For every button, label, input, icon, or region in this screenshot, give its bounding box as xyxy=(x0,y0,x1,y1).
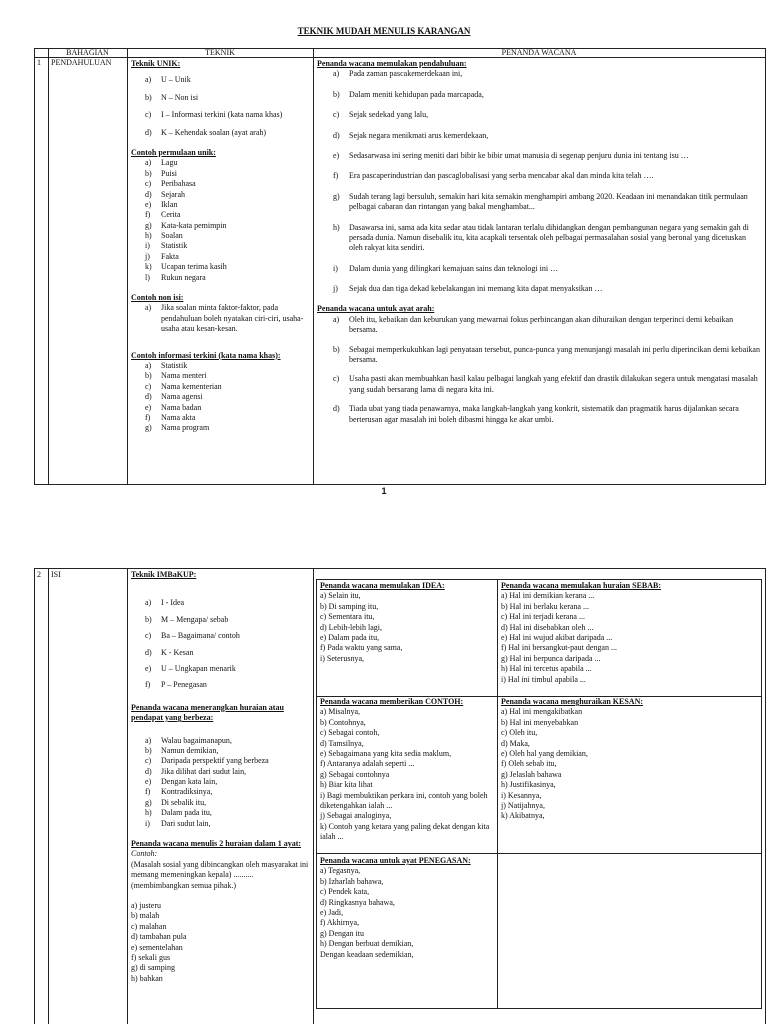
pw-arah-list xyxy=(333,315,761,425)
list-item: b) Puisi xyxy=(145,168,178,178)
permulaan-heading: Contoh permulaan unik: xyxy=(131,147,216,157)
list-item: c) Nama kementerian xyxy=(145,381,222,391)
table1-line xyxy=(313,48,314,485)
list-item: a) Pada zaman pascakemerdekaan ini, xyxy=(333,69,463,79)
berbeza-heading: Penanda wacana menerangkan huraian atau pendapat yang berbeza: xyxy=(131,702,284,723)
list-item: i) Hal ini timbul apabila ... xyxy=(501,674,586,684)
list-item: e) sementelahan xyxy=(131,942,183,952)
kesan-heading: Penanda wacana menghuraikan KESAN: xyxy=(501,697,644,706)
list-item: d) Tamsilnya, xyxy=(320,738,364,748)
list-item: j) Natijahnya, xyxy=(501,800,545,810)
list-item: k) Ucapan terima kasih xyxy=(145,262,227,272)
list-item: j) Fakta xyxy=(145,251,179,261)
contoh-heading: Penanda wacana memberikan CONTOH: xyxy=(320,697,464,706)
contoh-box xyxy=(320,697,494,842)
list-item: f) Akhirnya, xyxy=(320,918,360,928)
list-item: d) Sejarah xyxy=(145,189,185,199)
list-item: b) Contohnya, xyxy=(320,717,366,727)
list-item: b) Hal ini menyebabkan xyxy=(501,717,579,727)
list-item: d) Maka, xyxy=(501,738,530,748)
dua-example: (Masalah sosial yang dibincangkan oleh masyarakat ini memang memeningkan kepala) .......... (membimbangkan semua pihak.) xyxy=(131,859,309,890)
list-item: h) Biar kita lihat xyxy=(320,780,373,790)
dua-contoh: Contoh: xyxy=(131,849,158,859)
list-item: f) Antaranya adalah seperti ... xyxy=(320,759,415,769)
list-item: e) Dengan kata lain, xyxy=(145,777,218,787)
table2-line xyxy=(765,568,766,1024)
list-item: l) Rukun negara xyxy=(145,272,206,282)
box-line xyxy=(497,579,498,1009)
list-item: b) Nama menteri xyxy=(145,371,207,381)
list-item: c) Sementara itu, xyxy=(320,612,375,622)
penegasan-heading: Penanda wacana untuk ayat PENEGASAN: xyxy=(320,856,471,865)
list-item: f) Oleh sebab itu, xyxy=(501,759,557,769)
list-item: c) malahan xyxy=(131,921,167,931)
imbakup-heading: Teknik IMBaKUP: xyxy=(131,570,197,579)
list-item: b) Hal ini berlaku kerana ... xyxy=(501,601,589,611)
header-penanda-wacana: PENANDA WACANA xyxy=(501,48,577,57)
document-title: TEKNIK MUDAH MENULIS KARANGAN xyxy=(297,26,471,36)
list-item: j) Sejak dua dan tiga dekad kebelakangan ini memang kita dapat menyaksikan … xyxy=(333,284,603,294)
list-item: i) Bagi membuktikan perkara ini, contoh yang boleh diketengahkan ialah ... xyxy=(320,790,488,810)
list-item: c) Peribahasa xyxy=(145,179,196,189)
table2-line xyxy=(313,568,314,1024)
permulaan-list xyxy=(145,158,309,283)
nonisi-heading: Contoh non isi: xyxy=(131,293,184,303)
list-item: d) K – Kehendak soalan (ayat arah) xyxy=(145,127,267,137)
row-number: 1 xyxy=(37,58,41,67)
list-item: g) Hal ini berpunca daripada ... xyxy=(501,653,601,663)
list-item: b) Namun demikian, xyxy=(145,745,219,755)
list-item: f) Era pascaperindustrian dan pascaglobalisasi yang serba mencabar akal dan minda kita telah …. xyxy=(333,171,654,181)
header-teknik: TEKNIK xyxy=(205,48,235,57)
sebab-box xyxy=(501,581,757,685)
berbeza-list xyxy=(145,736,309,830)
table1-bottom-border xyxy=(34,484,765,485)
list-item: b) malah xyxy=(131,911,160,921)
list-item: f) Pada waktu yang sama, xyxy=(320,643,403,653)
list-item: a) justeru xyxy=(131,900,161,910)
row-number-2: 2 xyxy=(37,570,41,579)
list-item: b) Sebagai memperkukuhkan lagi penyataan tersebut, punca-punca yang menunjangi masalah ini perlu diperincikan demi kebaikan bersama. xyxy=(333,344,760,365)
teknik-column xyxy=(131,59,309,434)
list-item: c) Pendek kata, xyxy=(320,887,370,897)
list-item: a) Lagu xyxy=(145,158,178,168)
list-item: c) I – Informasi terkini (kata nama khas) xyxy=(145,110,283,120)
page-number: 1 xyxy=(381,486,387,496)
info-list xyxy=(145,361,309,434)
list-item: a) I - Idea xyxy=(145,598,185,608)
list-item: f) Hal ini bersangkut-paut dengan ... xyxy=(501,643,617,653)
list-item: d) Lebih-lebih lagi, xyxy=(320,622,382,632)
list-item: i) Kesannya, xyxy=(501,790,542,800)
list-item: e) Iklan xyxy=(145,199,178,209)
list-item: g) Nama program xyxy=(145,423,210,433)
box-line xyxy=(316,579,761,580)
table2-line xyxy=(127,568,128,1024)
list-item: i) Dari sudut lain, xyxy=(145,818,211,828)
list-item: h) Justifikasinya, xyxy=(501,780,556,790)
table1-line xyxy=(127,48,128,485)
list-item: h) Hal ini tercetus apabila ... xyxy=(501,664,592,674)
table1-line xyxy=(48,48,49,485)
section-label: PENDAHULUAN xyxy=(51,58,112,67)
list-item: e) Hal ini wujud akibat daripada ... xyxy=(501,632,613,642)
list-item: f) Cerita xyxy=(145,210,181,220)
teknik-column-2 xyxy=(131,570,309,984)
table2-top-border xyxy=(34,568,765,569)
list-item: a) U – Unik xyxy=(145,75,191,85)
list-item: a) Statistik xyxy=(145,360,188,370)
list-item: b) Dalam meniti kehidupan pada marcapada, xyxy=(333,89,484,99)
penanda-wacana-column xyxy=(317,59,761,434)
list-item: f) Kontradiksinya, xyxy=(145,787,213,797)
list-item: f) P – Penegasan xyxy=(145,680,207,690)
list-item: c) Sebagai contoh, xyxy=(320,728,380,738)
list-item: c) Sejak sedekad yang lalu, xyxy=(333,110,429,120)
imbakup-list xyxy=(145,598,309,690)
list-item: c) Ba – Bagaimana/ contoh xyxy=(145,631,240,641)
list-item: i) Dalam dunia yang dilingkari kemajuan sains dan teknologi ini … xyxy=(333,263,559,273)
unik-heading: Teknik UNIK: xyxy=(131,59,181,68)
penegasan-list xyxy=(320,866,494,960)
list-item: b) M – Mengapa/ sebab xyxy=(145,614,229,624)
list-item: d) Nama agensi xyxy=(145,392,203,402)
list-item: b) N – Non isi xyxy=(145,92,199,102)
list-item: c) Usaha pasti akan membuahkan hasil kalau pelbagai langkah yang efektif dan drastik dilakukan segera untuk mengatasi masalah yang sudah bersarang lama di negara kita ini. xyxy=(333,374,758,394)
list-item: h) Soalan xyxy=(145,231,183,241)
list-item: c) Daripada perspektif yang berbeza xyxy=(145,756,269,766)
list-item: d) K - Kesan xyxy=(145,647,194,657)
sebab-list xyxy=(501,591,757,685)
table1-line xyxy=(765,48,766,485)
dua-heading: Penanda wacana menulis 2 huraian dalam 1 ayat: xyxy=(131,839,302,849)
list-item: a) Hal ini demikian kerana ... xyxy=(501,591,595,601)
list-item: g) Dengan itu xyxy=(320,928,364,938)
box-line xyxy=(316,853,761,854)
list-item: d) Hal ini disebabkan oleh ... xyxy=(501,622,594,632)
list-item: k) Akibatnya, xyxy=(501,811,545,821)
list-item: e) Sebagaimana yang kita sedia maklum, xyxy=(320,748,452,758)
list-item: c) Oleh itu, xyxy=(501,728,538,738)
list-item: h) Dasawarsa ini, sama ada kita sedar atau tidak lantaran terlalu dihidangkan dengan pembangunan negara yang semakin gah di persada dunia. Namun disebalik itu, kita acapkali tersentak oleh pelbagai permasalahan sosial yang beronal yang dicetuskan oleh rakyat kita sendiri. xyxy=(333,222,749,253)
section-label-2: ISI xyxy=(51,570,61,579)
unik-list xyxy=(145,75,309,138)
list-item: f) Nama akta xyxy=(145,412,196,422)
list-item: a) Hal ini mengakibatkan xyxy=(501,707,583,717)
table1-line xyxy=(34,48,35,485)
penegasan-box xyxy=(320,856,494,960)
list-item: a) Jika soalan minta faktor-faktor, pada pendahuluan boleh nyatakan ciri-ciri, usaha-usaha atau kesan-kesan. xyxy=(145,303,304,334)
list-item: a) Walau bagaimanapun, xyxy=(145,735,232,745)
list-item: h) bahkan xyxy=(131,973,163,983)
kesan-list xyxy=(501,707,757,821)
idea-box xyxy=(320,581,494,664)
table2-line xyxy=(34,568,35,1024)
list-item: e) Nama badan xyxy=(145,402,202,412)
list-item: g) di samping xyxy=(131,963,175,973)
list-item: a) Tegasnya, xyxy=(320,866,361,876)
table2-line xyxy=(48,568,49,1024)
list-item: d) tambahan pula xyxy=(131,932,187,942)
list-item: a) Oleh itu, kebaikan dan keburukan yang mewarnai fokus perbincangan akan dihuraikan dengan terperinci demi kebaikan bersama. xyxy=(333,314,734,335)
list-item: a) Misalnya, xyxy=(320,707,360,717)
list-item: d) Jika dilihat dari sudut lain, xyxy=(145,766,247,776)
box-line xyxy=(316,579,317,1009)
pw-pendahuluan-heading: Penanda wacana memulakan pendahuluan: xyxy=(317,59,467,68)
kesan-box xyxy=(501,697,757,822)
list-item: e) Jadi, xyxy=(320,907,344,917)
list-item: f) sekali gus xyxy=(131,952,171,962)
list-item: a) Selain itu, xyxy=(320,591,361,601)
info-heading: Contoh informasi terkini (kata nama khas): xyxy=(131,350,281,360)
list-item: e) Dalam pada itu, xyxy=(320,632,380,642)
list-item: g) Jelaslah bahawa xyxy=(501,769,562,779)
contoh-list xyxy=(320,707,494,842)
list-item: e) Sedasarwasa ini sering meniti dari bibir ke bibir umat manusia di segenap penjuru dunia ini tentang isu … xyxy=(333,150,689,160)
dua-list xyxy=(131,901,309,984)
list-item: k) Contoh yang ketara yang paling dekat dengan kita ialah ... xyxy=(320,821,490,842)
list-item: c) Hal ini terjadi kerana ... xyxy=(501,612,585,622)
list-item: e) Oleh hal yang demikian, xyxy=(501,748,588,758)
list-item: d) Tiada ubat yang tiada penawarnya, maka langkah-langkah yang konkrit, sistematik dan pragmatik harus dijalankan secara berterusan agar masalah ini boleh dibasmi hingga ke akar umbi. xyxy=(333,404,739,424)
list-item: b) Izharlah bahawa, xyxy=(320,876,384,886)
list-item: j) Sebagai analoginya, xyxy=(320,811,392,821)
list-item: g) Sebagai contohnya xyxy=(320,769,390,779)
list-item: b) Di samping itu, xyxy=(320,601,379,611)
header-bahagian: BAHAGIAN xyxy=(66,48,109,57)
list-item: d) Sejak negara menikmati arus kemerdekaan, xyxy=(333,130,489,140)
nonisi-list xyxy=(145,303,309,334)
list-item: h) Dalam pada itu, xyxy=(145,808,212,818)
pw-pendahuluan-list xyxy=(333,69,761,294)
box-line xyxy=(761,579,762,1009)
list-item: g) Sudah terang lagi bersuluh, semakin hari kita semakin menghampiri ambang 2020. Keadaan ini menandakan titik permulaan pelbagai cabaran dan rintangan yang bakal menghambat... xyxy=(333,191,748,212)
idea-list xyxy=(320,591,494,664)
list-item: Dengan keadaan sedemikian, xyxy=(320,949,414,959)
list-item: g) Di sebalik itu, xyxy=(145,797,207,807)
list-item: g) Kata-kata pemimpin xyxy=(145,220,227,230)
list-item: d) Ringkasnya bahawa, xyxy=(320,897,395,907)
list-item: h) Dengan berbuat demikian, xyxy=(320,939,414,949)
list-item: e) U – Ungkapan menarik xyxy=(145,663,236,673)
sebab-heading: Penanda wacana memulakan huraian SEBAB: xyxy=(501,581,662,590)
box-line xyxy=(316,1008,761,1009)
list-item: i) Statistik xyxy=(145,241,188,251)
pw-arah-heading: Penanda wacana untuk ayat arah: xyxy=(317,304,435,314)
idea-heading: Penanda wacana memulakan IDEA: xyxy=(320,581,445,590)
list-item: i) Seterusnya, xyxy=(320,653,364,663)
